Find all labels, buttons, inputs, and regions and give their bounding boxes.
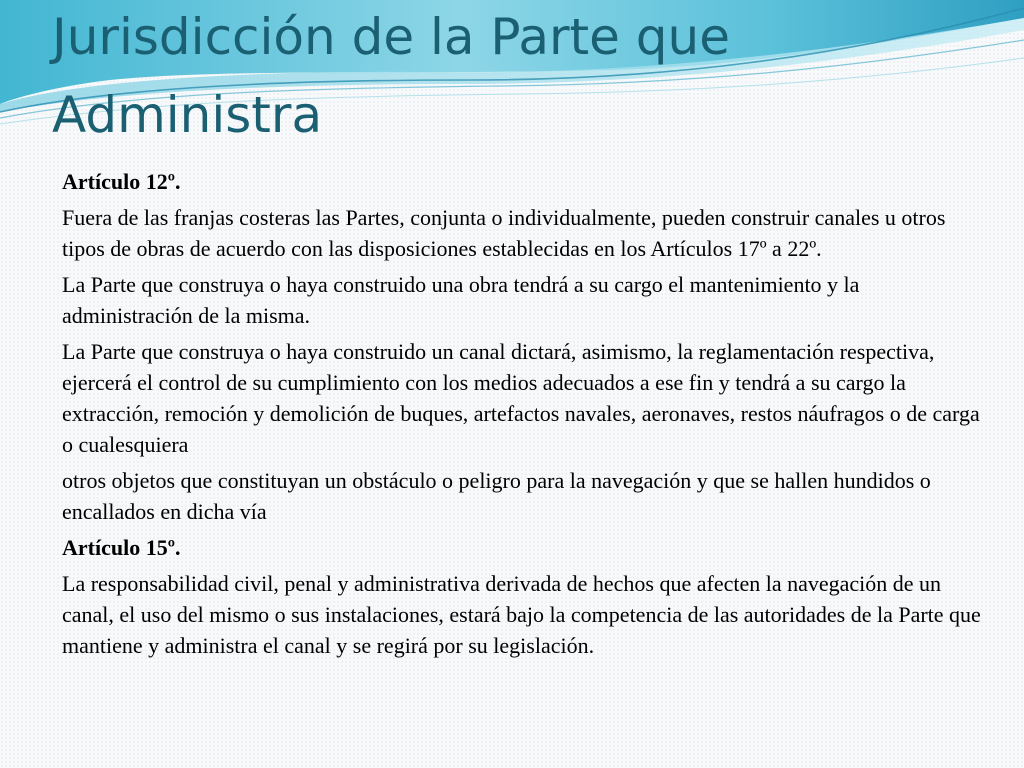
slide-body bbox=[62, 166, 982, 666]
body-paragraph: Fuera de las franjas costeras las Partes, conjunta o individualmente, pueden construir canales u otros tipos de obras de acuerdo con las disposiciones establecidas en los Artículos 17º a 22º. bbox=[62, 205, 946, 261]
article-12-heading: Artículo 12º. bbox=[62, 169, 181, 194]
body-paragraph: La Parte que construya o haya construido un canal dictará, asimismo, la reglamentación respectiva, ejercerá el control de su cumplimiento con los medios adecuados a ese fin y tendrá a su cargo la extracción, remoción y demolición de buques, artefactos navales, aeronaves, restos náufragos o de carga o cualesquiera bbox=[62, 339, 980, 457]
article-15-heading: Artículo 15º. bbox=[62, 535, 181, 560]
slide-title: Jurisdicción de la Parte que Administra bbox=[52, 8, 730, 144]
body-paragraph: otros objetos que constituyan un obstáculo o peligro para la navegación y que se hallen hundidos o encallados en dicha vía bbox=[62, 468, 931, 524]
body-paragraph: La Parte que construya o haya construido una obra tendrá a su cargo el mantenimiento y la administración de la misma. bbox=[62, 272, 860, 328]
body-paragraph: La responsabilidad civil, penal y administrativa derivada de hechos que afecten la navegación de un canal, el uso del mismo o sus instalaciones, estará bajo la competencia de las autoridades de la Parte que mantiene y administra el canal y se regirá por su legislación. bbox=[62, 571, 981, 658]
